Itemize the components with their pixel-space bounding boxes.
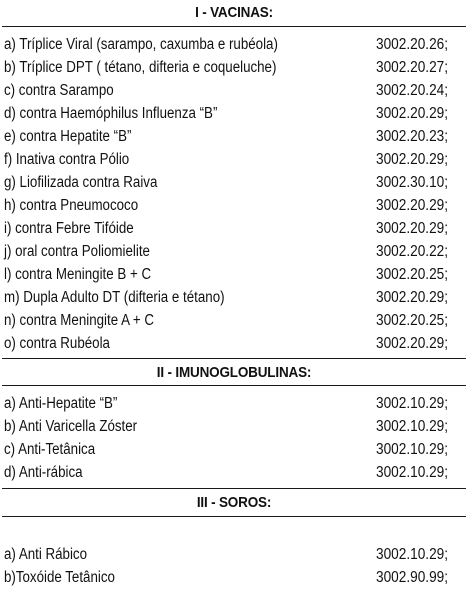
list-item <box>0 102 468 125</box>
item-code: 3002.20.29; <box>376 220 449 237</box>
list-item <box>0 125 468 148</box>
item-code: 3002.10.29; <box>376 418 449 435</box>
list-item <box>0 461 468 484</box>
item-name: c) contra Sarampo <box>4 82 114 99</box>
list-item <box>0 56 468 79</box>
list-item <box>0 148 468 171</box>
item-name: b) Anti Varicella Zóster <box>4 418 138 435</box>
item-code: 3002.10.29; <box>376 464 449 481</box>
item-name: i) contra Febre Tifóide <box>4 220 134 237</box>
item-name: a) Anti-Hepatite “B” <box>4 395 118 412</box>
section-title-imunoglobulinas: II - IMUNOGLOBULINAS: <box>156 364 312 381</box>
item-name: b)Toxóide Tetânico <box>4 569 115 586</box>
list-item <box>0 171 468 194</box>
item-name: g) Liofilizada contra Raiva <box>4 174 158 191</box>
item-name: c) Anti-Tetânica <box>4 441 96 458</box>
item-name: e) contra Hepatite “B” <box>4 128 132 145</box>
section-title-soros: III - SOROS: <box>196 494 272 511</box>
list-item <box>0 392 468 415</box>
item-code: 3002.20.25; <box>376 312 449 329</box>
list-item <box>0 332 468 355</box>
list-item <box>0 286 468 309</box>
list-item <box>0 415 468 438</box>
item-name: a) Tríplice Viral (sarampo, caxumba e rubéola) <box>4 36 278 53</box>
item-name: o) contra Rubéola <box>4 335 110 352</box>
section-title-vacinas: I - VACINAS: <box>195 4 273 21</box>
item-name: l) contra Meningite B + C <box>4 266 152 283</box>
section-divider <box>2 488 466 489</box>
item-code: 3002.20.26; <box>376 36 449 53</box>
list-item <box>0 263 468 286</box>
section-divider <box>2 26 466 27</box>
item-name: n) contra Meningite A + C <box>4 312 155 329</box>
item-name: j) oral contra Poliomielite <box>4 243 150 260</box>
item-name: d) contra Haemóphilus Influenza “B” <box>4 105 218 122</box>
section-divider <box>2 358 466 359</box>
item-code: 3002.10.29; <box>376 546 449 563</box>
item-code: 3002.20.23; <box>376 128 449 145</box>
item-code: 3002.20.29; <box>376 105 449 122</box>
list-item <box>0 309 468 332</box>
list-item <box>0 240 468 263</box>
item-code: 3002.10.29; <box>376 441 449 458</box>
item-name: m) Dupla Adulto DT (difteria e tétano) <box>4 289 225 306</box>
item-code: 3002.20.29; <box>376 289 449 306</box>
item-name: a) Anti Rábico <box>4 546 87 563</box>
item-code: 3002.20.29; <box>376 197 449 214</box>
item-code: 3002.20.29; <box>376 151 449 168</box>
list-item <box>0 566 468 589</box>
item-code: 3002.10.29; <box>376 395 449 412</box>
item-code: 3002.30.10; <box>376 174 449 191</box>
item-code: 3002.20.27; <box>376 59 449 76</box>
item-code: 3002.20.25; <box>376 266 449 283</box>
item-name: b) Tríplice DPT ( tétano, difteria e coqueluche) <box>4 59 277 76</box>
list-item <box>0 438 468 461</box>
item-name: d) Anti-rábica <box>4 464 83 481</box>
item-code: 3002.20.29; <box>376 335 449 352</box>
list-item <box>0 194 468 217</box>
item-code: 3002.20.22; <box>376 243 449 260</box>
list-item <box>0 217 468 240</box>
item-name: f) Inativa contra Pólio <box>4 151 130 168</box>
list-item <box>0 543 468 566</box>
list-item <box>0 79 468 102</box>
item-code: 3002.20.24; <box>376 82 449 99</box>
list-item <box>0 33 468 56</box>
section-divider <box>2 385 466 386</box>
item-code: 3002.90.99; <box>376 569 449 586</box>
section-divider <box>2 516 466 517</box>
item-name: h) contra Pneumococo <box>4 197 139 214</box>
